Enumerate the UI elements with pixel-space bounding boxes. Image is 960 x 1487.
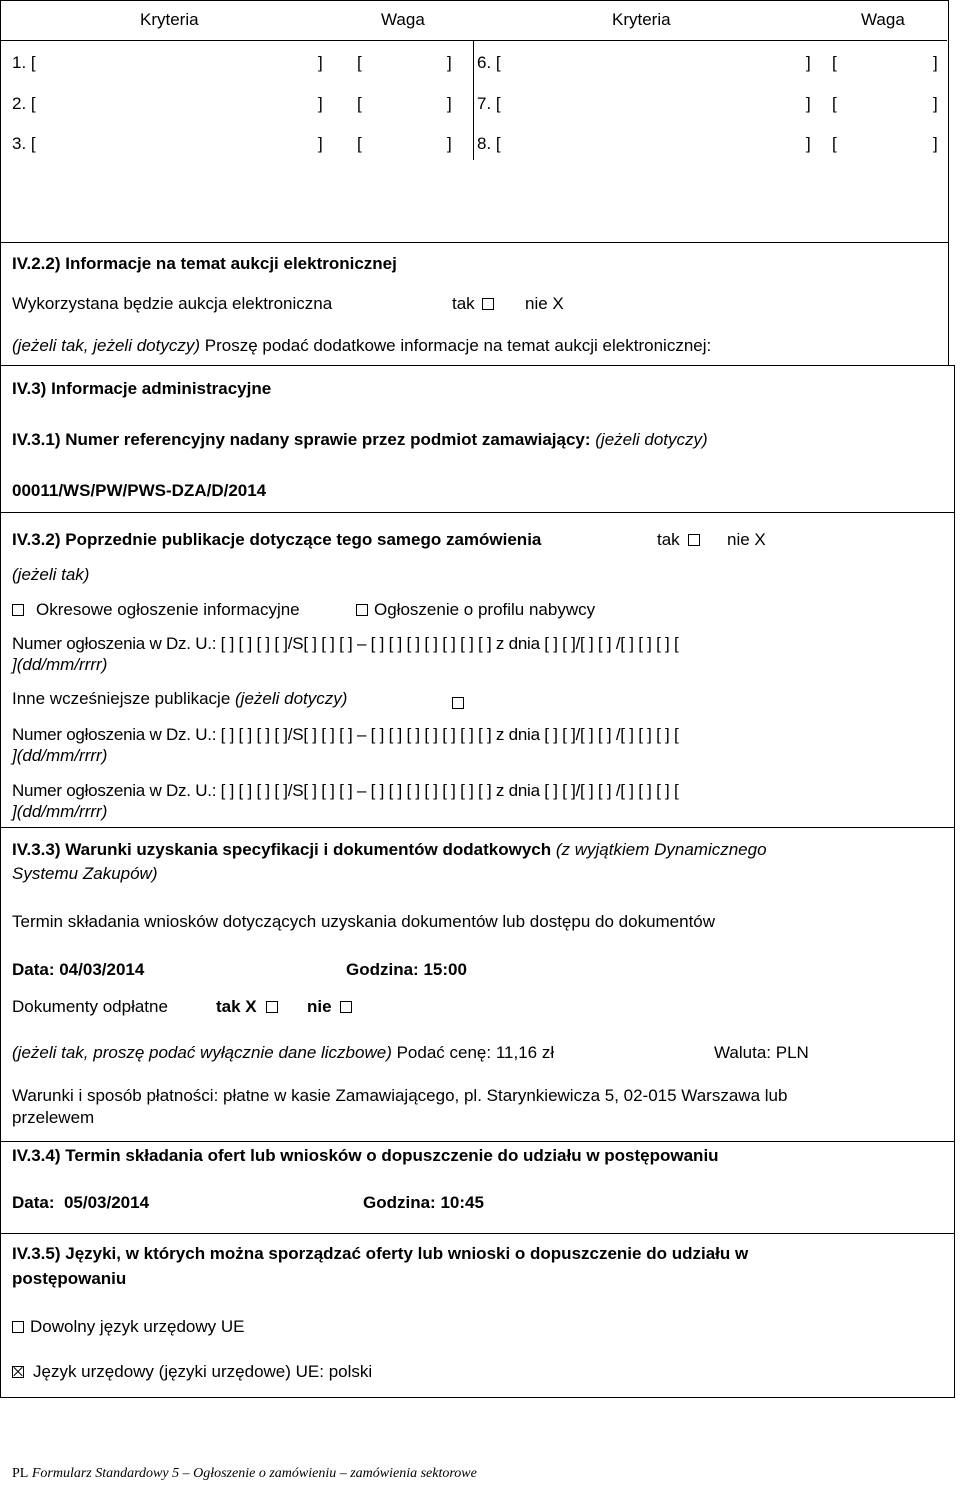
admin-heading: IV.3) Informacje administracyjne <box>12 379 272 398</box>
auction-note-text: Proszę podać dodatkowe informacje na temat aukcji elektronicznej: <box>200 336 712 355</box>
payment-terms-line-1: Warunki i sposób płatności: płatne w kasie Zamawiającego, pl. Starynkiewicza 5, 02-015 Warszawa lub <box>12 1086 788 1105</box>
spec-deadline-text: Termin składania wniosków dotyczących uzyskania dokumentów lub dostępu do dokumentów <box>12 912 716 931</box>
auction-note-condition: (jeżeli tak, jeżeli dotyczy) <box>12 336 201 355</box>
prev-pub-tak-checkbox[interactable] <box>688 534 700 546</box>
header-kryteria-2: Kryteria <box>612 10 671 29</box>
weight-3-open: [ <box>357 134 362 153</box>
weight-7-open: [ <box>832 94 837 113</box>
offers-time: Godzina: 10:45 <box>363 1193 484 1212</box>
reference-heading-label: IV.3.1) Numer referencyjny nadany sprawie przez podmiot zamawiający: <box>12 430 591 449</box>
page-footer <box>12 1466 477 1482</box>
auction-note <box>12 336 711 356</box>
auction-heading: IV.2.2) Informacje na temat aukcji elektronicznej <box>12 254 397 273</box>
criterion-7-close: ] <box>806 94 811 113</box>
auction-tak-option[interactable] <box>452 294 498 314</box>
weight-6-open: [ <box>832 53 837 72</box>
prev-pub-heading: IV.3.2) Poprzednie publikacje dotyczące tego samego zamówienia <box>12 530 542 549</box>
criterion-8-close: ] <box>806 134 811 153</box>
header-kryteria-1: Kryteria <box>140 10 199 29</box>
buyer-profile-checkbox[interactable] <box>356 604 368 616</box>
paid-docs-tak[interactable] <box>216 997 282 1017</box>
language-official-option[interactable] <box>12 1362 372 1382</box>
auction-question: Wykorzystana będzie aukcja elektroniczna <box>12 294 333 313</box>
periodic-notice-checkbox[interactable] <box>12 604 24 616</box>
criterion-7-open: 7. [ <box>477 94 501 113</box>
paid-docs-tak-checkbox[interactable] <box>266 1001 278 1013</box>
spec-heading-note-cont: Systemu Zakupów) <box>12 864 158 883</box>
criterion-2-open: 2. [ <box>12 94 36 113</box>
spec-heading-note: (z wyjątkiem Dynamicznego <box>551 840 767 859</box>
header-waga-1: Waga <box>381 10 425 29</box>
price-value: Podać cenę: 11,16 zł <box>391 1043 555 1062</box>
weight-3-close: ] <box>447 134 452 153</box>
language-any-option[interactable] <box>12 1317 244 1337</box>
reference-heading-note: (jeżeli dotyczy) <box>590 430 708 449</box>
criterion-2-close: ] <box>318 94 323 113</box>
prev-pub-option-periodic[interactable] <box>12 600 300 620</box>
spec-heading-label: IV.3.3) Warunki uzyskania specyfikacji i dokumentów dodatkowych <box>12 840 552 859</box>
notice-number-line-3: Numer ogłoszenia w Dz. U.: [ ] [ ] [ ] [ ]/S[ ] [ ] [ ] – [ ] [ ] [ ] [ ] [ ] [ ] [ ] z dnia [ ] [ ]/[ ] [ ] /[ ] [ ] [ ] [ <box>12 781 679 800</box>
spec-heading <box>12 840 767 860</box>
notice-date-format-1: ](dd/mm/rrrr) <box>12 655 108 674</box>
criterion-1-open: 1. [ <box>12 53 36 72</box>
prev-pub-tak-label: tak <box>657 530 680 549</box>
notice-date-format-2: ](dd/mm/rrrr) <box>12 746 108 765</box>
language-any-label: Dowolny język urzędowy UE <box>30 1317 245 1336</box>
prev-pub-if-yes: (jeżeli tak) <box>12 565 90 584</box>
weight-2-close: ] <box>447 94 452 113</box>
criterion-8-open: 8. [ <box>477 134 501 153</box>
auction-tak-label: tak <box>452 294 475 313</box>
other-publications <box>12 689 347 709</box>
language-any-checkbox[interactable] <box>12 1321 24 1333</box>
weight-1-open: [ <box>357 53 362 72</box>
notice-number-line-2: Numer ogłoszenia w Dz. U.: [ ] [ ] [ ] [ ]/S[ ] [ ] [ ] – [ ] [ ] [ ] [ ] [ ] [ ] [ ] z dnia [ ] [ ]/[ ] [ ] /[ ] [ ] [ ] [ <box>12 725 679 744</box>
notice-date-format-3: ](dd/mm/rrrr) <box>12 802 108 821</box>
criterion-3-close: ] <box>318 134 323 153</box>
prev-pub-option-buyer-profile[interactable] <box>356 600 595 620</box>
prev-pub-nie-option[interactable]: nie X <box>727 530 766 549</box>
paid-docs-label: Dokumenty odpłatne <box>12 997 168 1016</box>
weight-1-close: ] <box>447 53 452 72</box>
language-official-checkbox[interactable] <box>12 1366 24 1378</box>
footer-prefix: PL <box>12 1466 29 1481</box>
prev-pub-tak-option[interactable] <box>657 530 704 550</box>
footer-text: Formularz Standardowy 5 – Ogłoszenie o zamówieniu – zamówienia sektorowe <box>28 1466 477 1481</box>
other-publications-note: (jeżeli dotyczy) <box>230 689 348 708</box>
criterion-6-close: ] <box>806 53 811 72</box>
auction-tak-checkbox[interactable] <box>482 298 494 310</box>
criteria-table <box>0 0 949 243</box>
header-waga-2: Waga <box>861 10 905 29</box>
paid-docs-tak-label: tak X <box>216 997 257 1016</box>
reference-number: 00011/WS/PW/PWS-DZA/D/2014 <box>12 481 267 500</box>
weight-6-close: ] <box>933 53 938 72</box>
periodic-notice-label: Okresowe ogłoszenie informacyjne <box>36 600 300 619</box>
payment-terms-line-2: przelewem <box>12 1108 95 1127</box>
buyer-profile-label: Ogłoszenie o profilu nabywcy <box>374 600 596 619</box>
reference-heading <box>12 430 708 450</box>
price-note: (jeżeli tak, proszę podać wyłącznie dane liczbowe) <box>12 1043 392 1062</box>
auction-nie-option[interactable]: nie X <box>525 294 564 313</box>
price-line <box>12 1043 554 1063</box>
paid-docs-nie-checkbox[interactable] <box>340 1001 352 1013</box>
offers-heading: IV.3.4) Termin składania ofert lub wniosków o dopuszczenie do udziału w postępowaniu <box>12 1146 719 1165</box>
languages-heading-line-2: postępowaniu <box>12 1269 127 1288</box>
weight-7-close: ] <box>933 94 938 113</box>
languages-heading-line-1: IV.3.5) Języki, w których można sporządzać oferty lub wnioski o dopuszczenie do udziału w <box>12 1244 749 1263</box>
other-publications-checkbox[interactable] <box>452 697 464 709</box>
offers-date: Data: 05/03/2014 <box>12 1193 150 1212</box>
notice-number-line-1: Numer ogłoszenia w Dz. U.: [ ] [ ] [ ] [ ]/S[ ] [ ] [ ] – [ ] [ ] [ ] [ ] [ ] [ ] [ ] z dnia [ ] [ ]/[ ] [ ] /[ ] [ ] [ ] [ <box>12 634 679 653</box>
weight-8-open: [ <box>832 134 837 153</box>
criterion-1-close: ] <box>318 53 323 72</box>
language-official-label: Język urzędowy (języki urzędowe) UE: polski <box>33 1362 373 1381</box>
spec-time: Godzina: 15:00 <box>346 960 467 979</box>
currency: Waluta: PLN <box>714 1043 809 1062</box>
weight-8-close: ] <box>933 134 938 153</box>
other-publications-label: Inne wcześniejsze publikacje <box>12 689 231 708</box>
paid-docs-nie[interactable] <box>307 997 356 1017</box>
weight-2-open: [ <box>357 94 362 113</box>
spec-date: Data: 04/03/2014 <box>12 960 145 979</box>
criterion-6-open: 6. [ <box>477 53 501 72</box>
criterion-3-open: 3. [ <box>12 134 36 153</box>
paid-docs-nie-label: nie <box>307 997 332 1016</box>
